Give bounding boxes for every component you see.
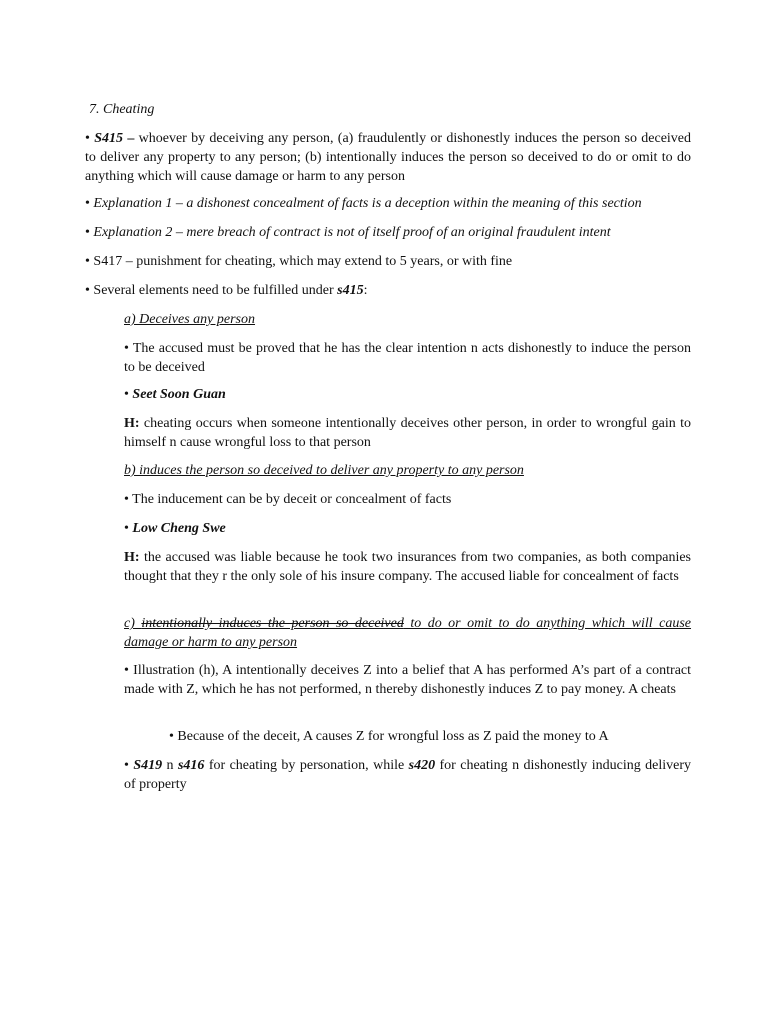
- paragraph-text: n: [162, 758, 178, 773]
- held-seet-soon-guan: [124, 414, 691, 452]
- bullet: •: [85, 131, 90, 146]
- bullet: •: [169, 729, 174, 744]
- case-name: Low Cheng Swe: [132, 521, 226, 536]
- element-c-struck-text: intentionally induces the person so deceived: [141, 616, 404, 631]
- paragraph-s417: [85, 252, 705, 271]
- section-code: S419: [133, 758, 163, 773]
- element-b-point: [124, 490, 691, 509]
- element-c-rest: to do or omit to do anything which will cause damage or harm to any person: [124, 616, 692, 650]
- colon: :: [363, 283, 368, 298]
- element-a-point: [124, 339, 691, 377]
- held-text: the accused was liable because he took two insurances from two companies, as both companies thought that they r the only sole of his insure company. The accused liable for concealment of facts: [124, 550, 691, 584]
- element-b-heading-text: b) induces the person so deceived to deliver any property to any person: [124, 463, 524, 478]
- bullet: •: [85, 283, 90, 298]
- paragraph-text: S417 – punishment for cheating, which may extend to 5 years, or with fine: [93, 254, 513, 269]
- paragraph-text: Illustration (h), A intentionally deceives Z into a belief that A has performed A’s part of a contract made with Z, which he has not performed, n thereby dishonestly induces Z to pay money. A cheats: [124, 663, 692, 697]
- paragraph-elements: [85, 281, 705, 300]
- paragraph-s419-s416-s420: [124, 756, 691, 794]
- illustration-h: [124, 661, 691, 699]
- paragraph-text: whoever by deceiving any person, (a) fraudulently or dishonestly induces the person so deceived to deliver any property to any person; (b) intentionally induces the person so deceived to do or omit to do anything which will cause damage or harm to any person: [85, 131, 692, 184]
- section-code: S415: [94, 131, 124, 146]
- element-a-heading-text: a) Deceives any person: [124, 312, 256, 327]
- element-c-prefix: c): [124, 616, 142, 631]
- paragraph-explanation-2: [85, 223, 705, 242]
- case-low-cheng-swe: [124, 519, 684, 538]
- paragraph-text: Because of the deceit, A causes Z for wrongful loss as Z paid the money to A: [177, 729, 609, 744]
- bullet: •: [124, 387, 129, 402]
- bullet: •: [124, 492, 129, 507]
- paragraph-text: Explanation 1 – a dishonest concealment of facts is a deception within the meaning of this section: [93, 196, 642, 211]
- bullet: •: [124, 758, 129, 773]
- held-label: H:: [124, 416, 140, 431]
- paragraph-text: The inducement can be by deceit or concealment of facts: [132, 492, 452, 507]
- paragraph-s415: [85, 129, 691, 186]
- section-code: s415: [337, 283, 364, 298]
- element-c-heading: [124, 614, 691, 652]
- paragraph-text: Explanation 2 – mere breach of contract is not of itself proof of an original fraudulent intent: [93, 225, 611, 240]
- bullet: •: [85, 196, 90, 211]
- section-heading-text: 7. Cheating: [89, 102, 155, 117]
- paragraph-text: for cheating by personation, while: [204, 758, 409, 773]
- case-name: Seet Soon Guan: [132, 387, 226, 402]
- held-label: H:: [124, 550, 140, 565]
- bullet: •: [85, 225, 90, 240]
- bullet: •: [124, 663, 129, 678]
- held-low-cheng-swe: [124, 548, 691, 586]
- bullet: •: [85, 254, 90, 269]
- bullet: •: [124, 521, 129, 536]
- held-text: cheating occurs when someone intentionally deceives other person, in order to wrongful gain to himself n cause wrongful loss to that person: [124, 416, 691, 450]
- paragraph-text: The accused must be proved that he has the clear intention n acts dishonestly to induce the person to be deceived: [124, 341, 691, 375]
- section-code: s420: [408, 758, 436, 773]
- element-b-heading: [124, 461, 691, 480]
- dash: –: [123, 131, 135, 146]
- paragraph-text: Several elements need to be fulfilled under: [93, 283, 338, 298]
- bullet: •: [124, 341, 129, 356]
- illustration-sub-point: [169, 727, 689, 746]
- paragraph-text: for cheating n dishonestly inducing delivery of property: [124, 758, 691, 792]
- section-heading: [89, 100, 689, 119]
- section-code: s416: [177, 758, 205, 773]
- paragraph-explanation-1: [85, 194, 705, 213]
- case-seet-soon-guan: [124, 385, 684, 404]
- element-a-heading: [124, 310, 684, 329]
